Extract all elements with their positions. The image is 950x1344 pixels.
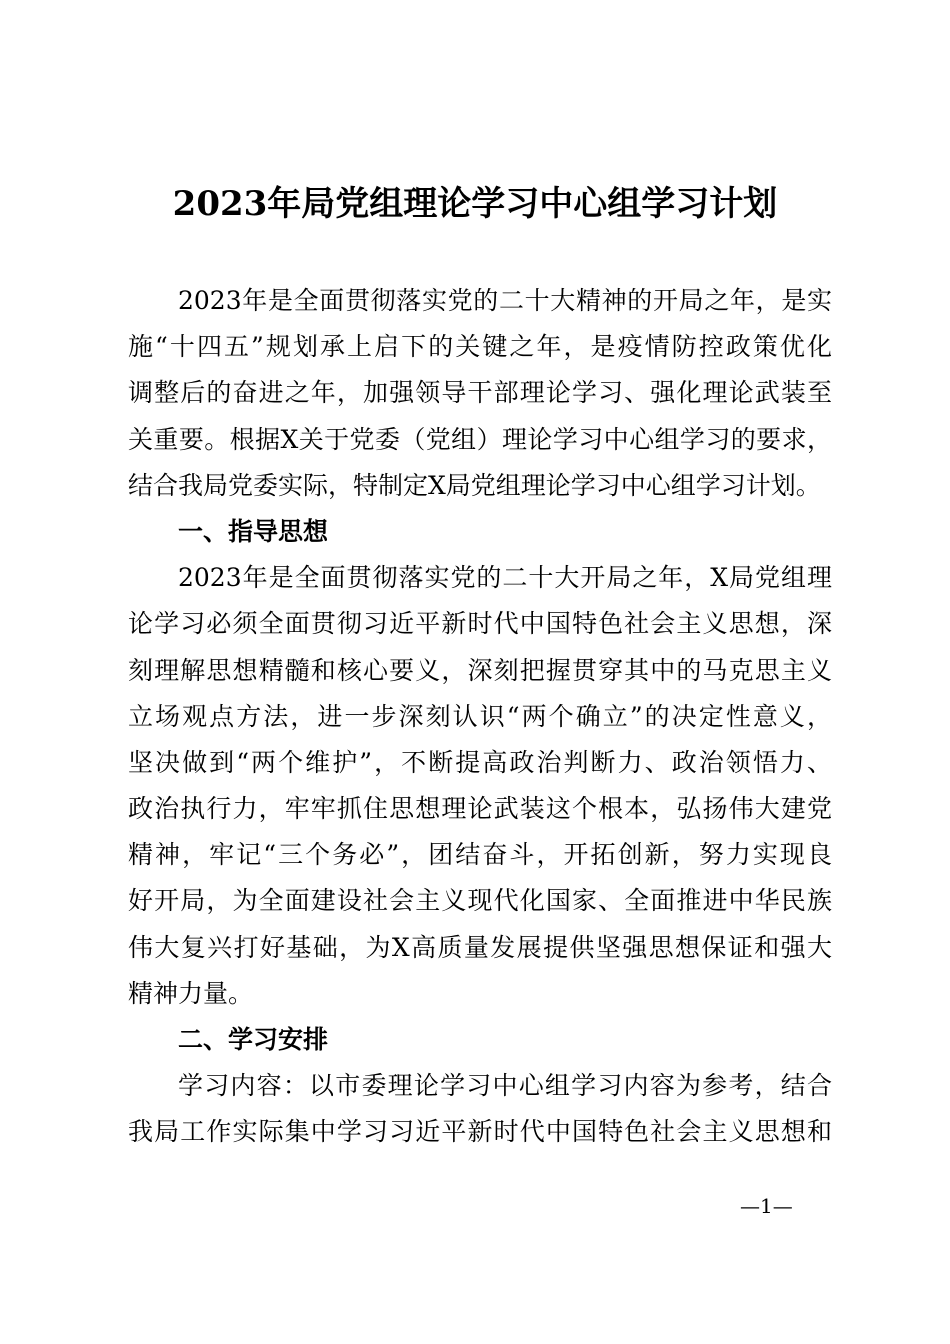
paragraph-line <box>128 878 832 924</box>
page-number: —1— <box>740 1194 793 1218</box>
section1-line-8: 好开局，为全面建设社会主义现代化国家、全面推进中华民族 <box>128 886 832 916</box>
section1-line-3: 刻理解思想精髓和核心要义，深刻把握贯穿其中的马克思主义 <box>128 655 832 685</box>
section1-line-2: 论学习必须全面贯彻习近平新时代中国特色社会主义思想，深 <box>128 609 832 639</box>
intro-line-1: 2023年是全面贯彻落实党的二十大精神的开局之年，是实 <box>178 286 832 315</box>
paragraph-line <box>128 555 832 601</box>
section1-line-5: 坚决做到“两个维护”，不断提高政治判断力、政治领悟力、 <box>128 747 832 777</box>
intro-line-4: 关重要。根据X关于党委（党组）理论学习中心组学习的要求， <box>128 424 832 454</box>
paragraph-line <box>128 786 832 832</box>
section-heading-study-arrangement: 二、学习安排 <box>178 1025 329 1054</box>
paragraph-line <box>128 694 832 740</box>
paragraph-line <box>128 278 832 324</box>
section-heading-guiding-ideology: 一、指导思想 <box>178 516 329 546</box>
paragraph-line <box>128 324 832 370</box>
paragraph-line <box>128 1109 832 1155</box>
paragraph-line <box>128 1063 832 1109</box>
section1-line-7: 精神，牢记“三个务必”，团结奋斗，开拓创新，努力实现良 <box>128 840 832 870</box>
section1-line-10: 精神力量。 <box>128 978 254 1008</box>
paragraph-line <box>128 971 832 1017</box>
section1-line-4: 立场观点方法，进一步深刻认识“两个确立”的决定性意义， <box>128 701 832 731</box>
paragraph-line <box>128 925 832 971</box>
section2-line-2: 我局工作实际集中学习习近平新时代中国特色社会主义思想和 <box>128 1117 832 1147</box>
section2-line-1: 学习内容：以市委理论学习中心组学习内容为参考，结合 <box>178 1071 832 1101</box>
section1-line-6: 政治执行力，牢牢抓住思想理论武装这个根本，弘扬伟大建党 <box>128 794 832 824</box>
document-body <box>128 278 832 1156</box>
intro-line-5: 结合我局党委实际，特制定X局党组理论学习中心组学习计划。 <box>128 470 821 500</box>
paragraph-line <box>128 648 832 694</box>
section1-line-1: 2023年是全面贯彻落实党的二十大开局之年，X局党组理 <box>178 563 832 593</box>
paragraph-line <box>128 601 832 647</box>
paragraph-line <box>128 740 832 786</box>
document-title: 2023年局党组理论学习中心组学习计划 <box>172 184 778 224</box>
paragraph-line <box>128 832 832 878</box>
intro-line-3: 调整后的奋进之年，加强领导干部理论学习、强化理论武装至 <box>128 378 832 408</box>
paragraph-line <box>128 370 832 416</box>
intro-line-2: 施“十四五”规划承上启下的关键之年，是疫情防控政策优化 <box>128 332 832 362</box>
section1-line-9: 伟大复兴打好基础，为X高质量发展提供坚强思想保证和强大 <box>128 932 832 962</box>
paragraph-line <box>128 417 832 463</box>
paragraph-line <box>128 463 832 509</box>
